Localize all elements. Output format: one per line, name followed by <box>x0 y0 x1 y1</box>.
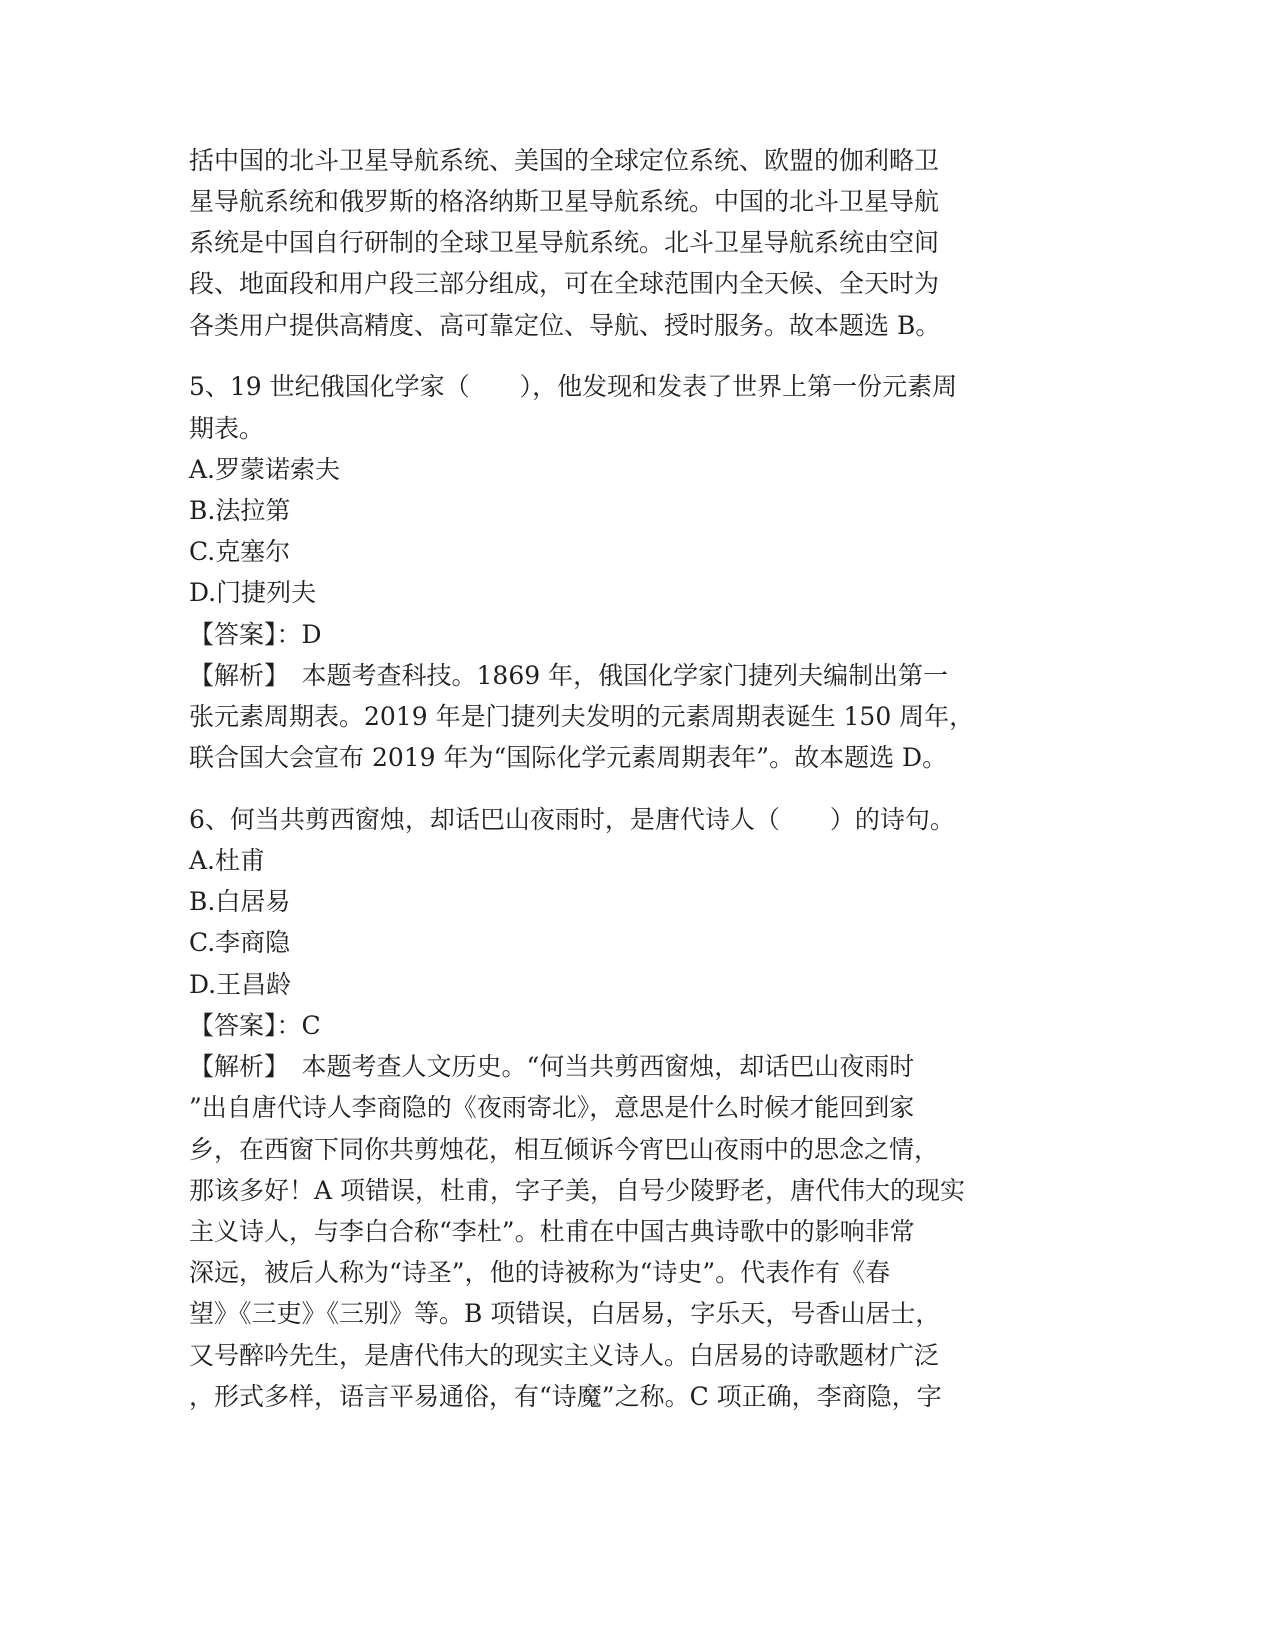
q6-option-d: D.王昌龄 <box>189 970 292 999</box>
q6-analysis-line: ，形式多样，语言平易通俗，有“诗魔”之称。C 项正确，李商隐，字 <box>189 1382 942 1411</box>
q6-analysis-line: 望》《三吏》《三别》等。B 项错误，白居易，字乐天，号香山居士， <box>189 1299 941 1328</box>
intro-line: 系统是中国自行研制的全球卫星导航系统。北斗卫星导航系统由空间 <box>189 228 940 257</box>
q6-answer: 【答案】：C <box>189 1011 321 1040</box>
q5-analysis-line: 张元素周期表。2019 年是门捷列夫发明的元素周期表诞生 150 周年， <box>189 702 975 731</box>
intro-line: 括中国的北斗卫星导航系统、美国的全球定位系统、欧盟的伽利略卫 <box>189 146 940 175</box>
q5-stem-line: 5、19 世纪俄国化学家（ ），他发现和发表了世界上第一份元素周 <box>189 372 958 401</box>
q5-answer: 【答案】：D <box>189 620 322 649</box>
q6-analysis-line: 深远，被后人称为“诗圣”，他的诗被称为“诗史”。代表作有《春 <box>189 1258 891 1287</box>
intro-line: 段、地面段和用户段三部分组成，可在全球范围内全天候、全天时为 <box>189 269 940 298</box>
intro-line: 各类用户提供高精度、高可靠定位、导航、授时服务。故本题选 B。 <box>189 311 941 340</box>
q6-stem-line: 6、何当共剪西窗烛，却话巴山夜雨时，是唐代诗人（ ）的诗句。 <box>189 805 955 834</box>
q6-option-a: A.杜甫 <box>189 846 266 875</box>
q5-option-a: A.罗蒙诺索夫 <box>189 455 341 484</box>
q6-analysis-line: 乡，在西窗下同你共剪烛花，相互倾诉今宵巴山夜雨中的思念之情， <box>189 1135 940 1164</box>
q5-analysis-line: 联合国大会宣布 2019 年为“国际化学元素周期表年”。故本题选 D。 <box>189 743 948 772</box>
q5-stem-line: 期表。 <box>189 414 265 443</box>
q5-option-d: D.门捷列夫 <box>189 578 317 607</box>
q6-analysis-line: 主义诗人，与李白合称“李杜”。杜甫在中国古典诗歌中的影响非常 <box>189 1217 915 1246</box>
q6-option-b: B.白居易 <box>189 887 291 916</box>
intro-line: 星导航系统和俄罗斯的格洛纳斯卫星导航系统。中国的北斗卫星导航 <box>189 187 940 216</box>
q6-analysis-line: ”出自唐代诗人李商隐的《夜雨寄北》，意思是什么时候才能回到家 <box>189 1093 915 1122</box>
q6-option-c: C.李商隐 <box>189 928 291 957</box>
q5-analysis-line: 【解析】 本题考查科技。1869 年，俄国化学家门捷列夫编制出第一 <box>189 661 949 690</box>
q5-option-c: C.克塞尔 <box>189 537 291 566</box>
q6-analysis-line: 那该多好！A 项错误，杜甫，字子美，自号少陵野老，唐代伟大的现实 <box>189 1176 966 1205</box>
q5-option-b: B.法拉第 <box>189 496 291 525</box>
q6-analysis-line: 【解析】 本题考查人文历史。“何当共剪西窗烛，却话巴山夜雨时 <box>189 1052 915 1081</box>
q6-analysis-line: 又号醉吟先生，是唐代伟大的现实主义诗人。白居易的诗歌题材广泛 <box>189 1341 940 1370</box>
